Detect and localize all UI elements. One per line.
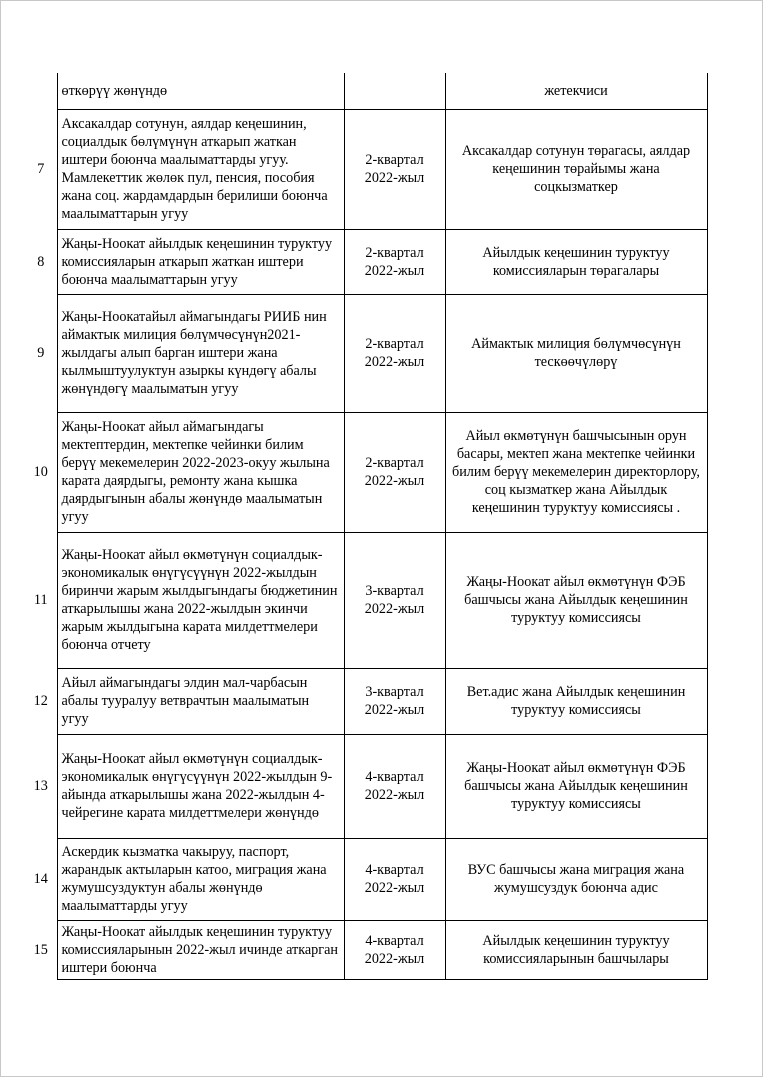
table-row bbox=[25, 532, 707, 668]
responsible-cell: Аксакалдар сотунун төрагасы, аялдар кеңешинин төрайымы жана соцкызматкер bbox=[445, 109, 707, 229]
row-number: 11 bbox=[25, 532, 57, 668]
term-year: 2022-жыл bbox=[364, 950, 425, 967]
term-year: 2022-жыл bbox=[364, 473, 425, 489]
responsible-cell: ВУС башчысы жана миграция жана жумушсуздук боюнча адис bbox=[445, 838, 707, 920]
term-quarter: 3-квартал bbox=[365, 684, 424, 700]
term-cell bbox=[344, 532, 445, 668]
term-year: 2022-жыл bbox=[364, 601, 425, 617]
table-row bbox=[25, 668, 707, 734]
row-number: 9 bbox=[25, 294, 57, 412]
table-row bbox=[25, 229, 707, 294]
responsible-cell: Айыл өкмөтүнүн башчысынын орун басары, мектеп жана мектепке чейинки билим берүү мекемелерин директорлору, соц кызматкер жана Айылдык кеңешинин туруктуу комиссиясы . bbox=[445, 412, 707, 532]
term-year: 2022-жыл bbox=[364, 262, 425, 279]
table-row bbox=[25, 734, 707, 838]
responsible-cell: Вет.адис жана Айылдык кеңешинин туруктуу комиссиясы bbox=[445, 668, 707, 734]
term-cell bbox=[344, 668, 445, 734]
responsible-cell: Жаңы-Ноокат айыл өкмөтүнүн ФЭБ башчысы жана Айылдык кеңешинин туруктуу комиссиясы bbox=[445, 532, 707, 668]
table-row bbox=[25, 838, 707, 920]
term-cell bbox=[344, 294, 445, 412]
row-number: 13 bbox=[25, 734, 57, 838]
term-quarter: 3-квартал bbox=[365, 583, 424, 599]
row-number: 15 bbox=[25, 920, 57, 979]
term-quarter: 4-квартал bbox=[365, 862, 424, 878]
task-cell: Аскердик кызматка чакыруу, паспорт, жарандык актыларын катоо, миграция жана жумушсуздуктун абалы жөнүндө маалыматтарды угуу bbox=[57, 838, 344, 920]
table-body bbox=[25, 73, 707, 979]
responsible-cell: Аймактык милиция бөлүмчөсүнүн тескөөчүлөрү bbox=[445, 294, 707, 412]
term-year: 2022-жыл bbox=[364, 354, 425, 370]
term-year: 2022-жыл bbox=[364, 170, 425, 186]
responsible-cell: Айылдык кеңешинин туруктуу комиссияларын төрагалары bbox=[445, 229, 707, 294]
term-cell bbox=[344, 838, 445, 920]
term-year: 2022-жыл bbox=[364, 880, 425, 896]
table-row-continued bbox=[25, 73, 707, 109]
task-cell: Жаңы-Ноокат айыл өкмөтүнүн социалдык-экономикалык өнүгүсүүнүн 2022-жылдын 9-айында аткарылышы жана 2022-жылдын 4-чейрегине карата милдеттмелери жөнүндө bbox=[57, 734, 344, 838]
term-cell bbox=[344, 734, 445, 838]
term-quarter: 2-квартал bbox=[365, 244, 424, 261]
term-quarter: 4-квартал bbox=[365, 932, 424, 949]
term-quarter: 2-квартал bbox=[365, 336, 424, 352]
term-year: 2022-жыл bbox=[364, 702, 425, 718]
term-quarter: 2-квартал bbox=[365, 152, 424, 168]
term-quarter: 2-квартал bbox=[365, 455, 424, 471]
task-cell: өткөрүү жөнүндө bbox=[57, 73, 344, 109]
term-cell bbox=[344, 412, 445, 532]
table-row bbox=[25, 294, 707, 412]
table-row bbox=[25, 412, 707, 532]
task-cell: Жаңы-Ноокат айылдык кеңешинин туруктуу комиссияларын аткарып жаткан иштери боюнча маалыматтарын угуу bbox=[57, 229, 344, 294]
row-number: 7 bbox=[25, 109, 57, 229]
responsible-cell: Айылдык кеңешинин туруктуу комиссияларынын башчылары bbox=[445, 920, 707, 979]
term-cell bbox=[344, 73, 445, 109]
task-cell: Аксакалдар сотунун, аялдар кеңешинин, социалдык бөлүмүнүн аткарып жаткан иштери боюнча маалыматтарды угуу. Мамлекеттик жөлөк пул, пенсия, пособия жана соц. жардамдардын берилиши боюнча маалыматтарын угуу bbox=[57, 109, 344, 229]
work-plan-table bbox=[25, 73, 708, 980]
responsible-cell: Жаңы-Ноокат айыл өкмөтүнүн ФЭБ башчысы жана Айылдык кеңешинин туруктуу комиссиясы bbox=[445, 734, 707, 838]
term-cell bbox=[344, 920, 445, 979]
task-cell: Жаңы-Ноокат айыл аймагындагы мектептердин, мектепке чейинки билим берүү мекемелерин 2022-2023-окуу жылына карата даярдыгы, ремонту жана кышка даярдыгынын абалы жөнүндө маалыматын угуу bbox=[57, 412, 344, 532]
term-cell bbox=[344, 229, 445, 294]
row-number bbox=[25, 73, 57, 109]
term-year: 2022-жыл bbox=[364, 787, 425, 803]
task-cell: Жаңы-Ноокатайыл аймагындагы РИИБ нин аймактык милиция бөлүмчөсүнүн2021-жылдагы алып барган иштери жана кылмыштуулуктун азыркы күндөгү абалы жөнүндөгү маалыматын угуу bbox=[57, 294, 344, 412]
task-cell: Жаңы-Ноокат айылдык кеңешинин туруктуу комиссияларынын 2022-жыл ичинде аткарган иштери боюнча bbox=[57, 920, 344, 979]
row-number: 8 bbox=[25, 229, 57, 294]
table-row bbox=[25, 109, 707, 229]
term-cell bbox=[344, 109, 445, 229]
row-number: 12 bbox=[25, 668, 57, 734]
task-cell: Айыл аймагындагы элдин мал-чарбасын абалы тууралуу ветврачтын маалыматын угуу bbox=[57, 668, 344, 734]
row-number: 14 bbox=[25, 838, 57, 920]
row-number: 10 bbox=[25, 412, 57, 532]
task-cell: Жаңы-Ноокат айыл өкмөтүнүн социалдык-экономикалык өнүгүсүүнүн 2022-жылдын биринчи жарым жылдыгындагы бюджетинин аткарылышы жана 2022-жылдын экинчи жарым жылдыгына карата милдеттмелери боюнча отчету bbox=[57, 532, 344, 668]
responsible-cell: жетекчиси bbox=[445, 73, 707, 109]
table-row bbox=[25, 920, 707, 979]
term-quarter: 4-квартал bbox=[365, 769, 424, 785]
